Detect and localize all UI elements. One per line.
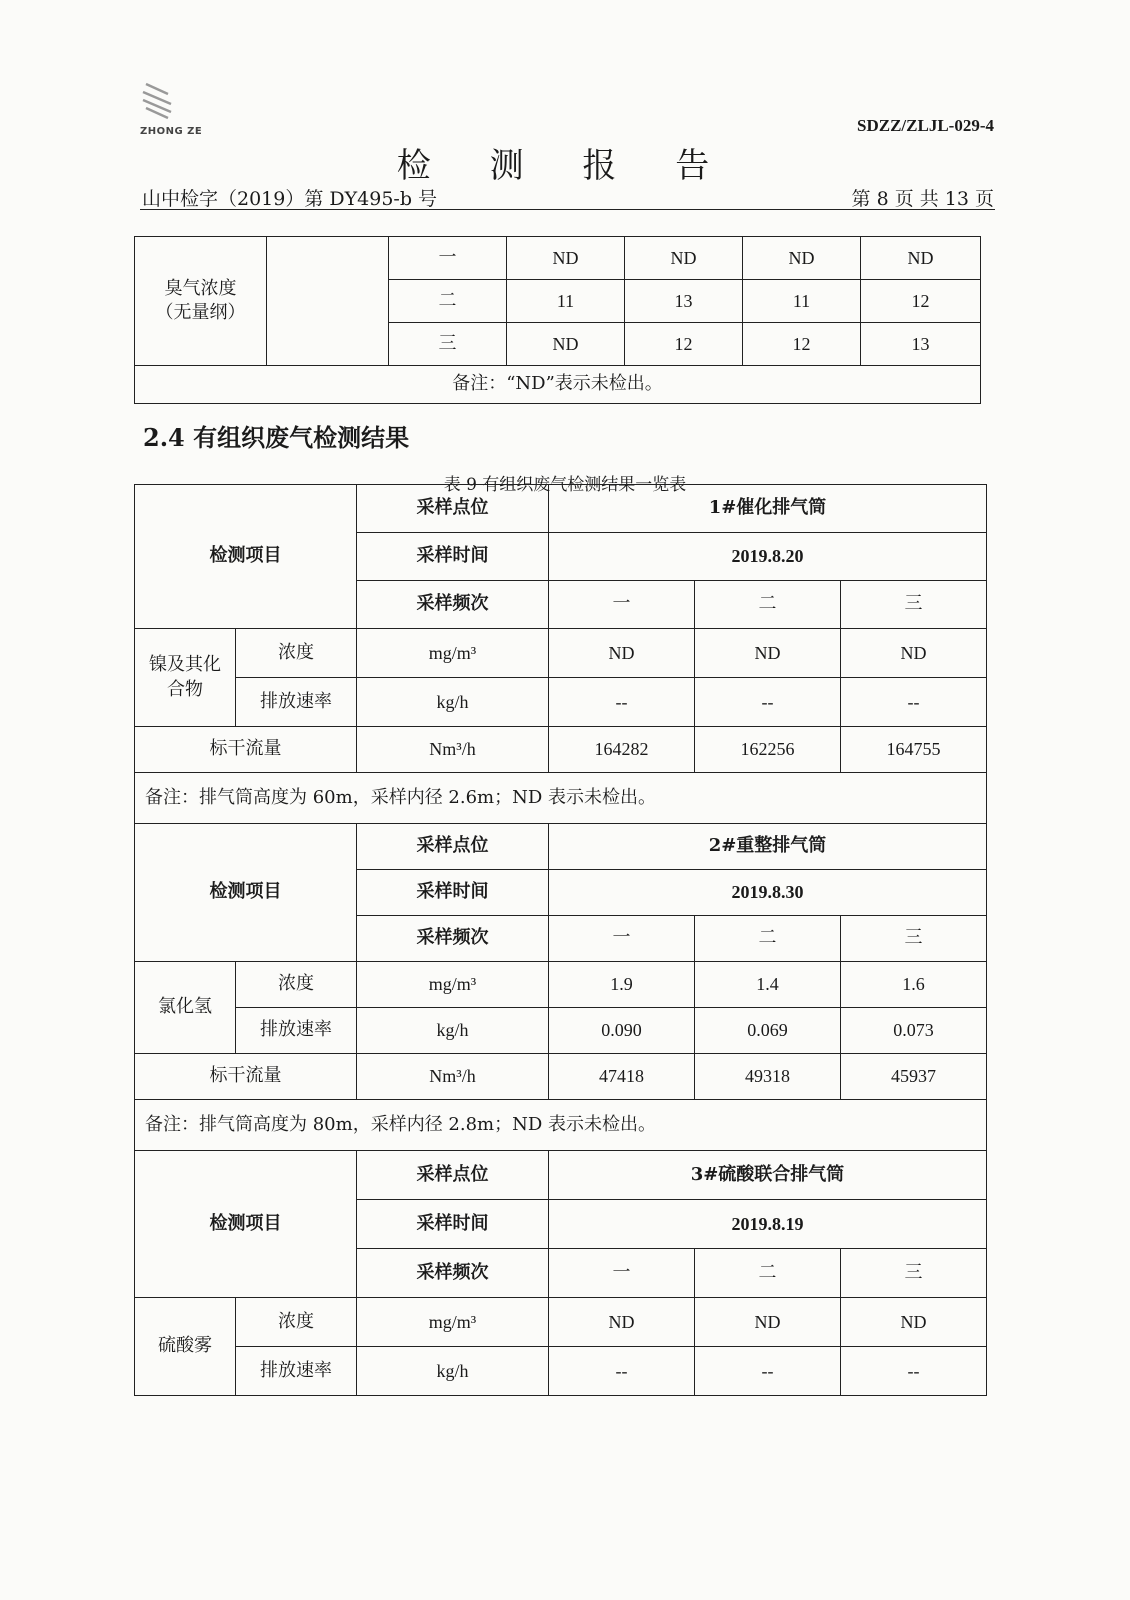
- freq-header: 一: [549, 581, 695, 629]
- unit-concentration: mg/m³: [357, 1298, 549, 1347]
- rate-value: --: [549, 1347, 695, 1396]
- odor-value: ND: [507, 323, 625, 366]
- freq-header: 二: [695, 1249, 841, 1298]
- odor-value: ND: [625, 237, 743, 280]
- test-item-header: 检测项目: [135, 824, 357, 962]
- rate-value: --: [695, 678, 841, 727]
- concentration-label: 浓度: [236, 629, 357, 678]
- freq-header: 二: [695, 581, 841, 629]
- rate-value: 0.090: [549, 1008, 695, 1054]
- section-title: 2.4 有组织废气检测结果: [143, 423, 410, 452]
- std-flow-label: 标干流量: [135, 1054, 357, 1100]
- odor-freq: 一: [389, 237, 507, 280]
- emission-rate-label: 排放速率: [236, 678, 357, 727]
- logo-stripes-icon: [138, 78, 178, 126]
- odor-blank-cell: [267, 237, 389, 366]
- company-logo: [138, 78, 208, 140]
- odor-value: ND: [743, 237, 861, 280]
- freq-header: 三: [841, 916, 987, 962]
- rate-value: --: [841, 678, 987, 727]
- sampling-time-label: 采样时间: [357, 1200, 549, 1249]
- rate-value: 0.069: [695, 1008, 841, 1054]
- sampling-freq-label: 采样频次: [357, 916, 549, 962]
- sampling-time-value: 2019.8.30: [549, 870, 987, 916]
- flow-value: 162256: [695, 727, 841, 773]
- freq-header: 一: [549, 916, 695, 962]
- table-caption: 表 9 有组织废气检测结果一览表: [443, 475, 687, 495]
- unit-flow: Nm³/h: [357, 727, 549, 773]
- flow-value: 49318: [695, 1054, 841, 1100]
- odor-freq: 三: [389, 323, 507, 366]
- rate-value: 0.073: [841, 1008, 987, 1054]
- rate-value: --: [841, 1347, 987, 1396]
- logo-text: ZHONG ZE: [140, 126, 203, 137]
- freq-header: 三: [841, 581, 987, 629]
- sampling-point-value: 1#催化排气筒: [549, 485, 987, 533]
- block-note: 备注：排气筒高度为 80m，采样内径 2.8m；ND 表示未检出。: [135, 1100, 987, 1151]
- sampling-time-label: 采样时间: [357, 870, 549, 916]
- conc-value: ND: [549, 1298, 695, 1347]
- unit-rate: kg/h: [357, 1347, 549, 1396]
- odor-item-label: 臭气浓度 （无量纲）: [135, 237, 267, 366]
- block-note: 备注：排气筒高度为 60m，采样内径 2.6m；ND 表示未检出。: [135, 773, 987, 824]
- odor-value: 11: [743, 280, 861, 323]
- flow-value: 45937: [841, 1054, 987, 1100]
- report-number: 山中检字（2019）第 DY495-b 号: [142, 188, 438, 210]
- page-indicator: 第 8 页 共 13 页: [851, 188, 994, 210]
- unit-concentration: mg/m³: [357, 962, 549, 1008]
- sampling-freq-label: 采样频次: [357, 1249, 549, 1298]
- conc-value: 1.4: [695, 962, 841, 1008]
- odor-value: 13: [625, 280, 743, 323]
- conc-value: ND: [695, 1298, 841, 1347]
- odor-value: ND: [861, 237, 981, 280]
- odor-value: 13: [861, 323, 981, 366]
- report-title: 检 测 报 告: [396, 146, 734, 186]
- sampling-point-label: 采样点位: [357, 1151, 549, 1200]
- odor-value: 12: [625, 323, 743, 366]
- sampling-time-value: 2019.8.19: [549, 1200, 987, 1249]
- odor-table: [134, 236, 981, 404]
- freq-header: 二: [695, 916, 841, 962]
- flow-value: 164282: [549, 727, 695, 773]
- test-item-header: 检测项目: [135, 1151, 357, 1298]
- emission-table: [134, 484, 987, 1396]
- flow-value: 164755: [841, 727, 987, 773]
- sampling-freq-label: 采样频次: [357, 581, 549, 629]
- odor-note: 备注：“ND”表示未检出。: [135, 366, 981, 404]
- pollutant-label: 氯化氢: [135, 962, 236, 1054]
- unit-rate: kg/h: [357, 678, 549, 727]
- odor-freq: 二: [389, 280, 507, 323]
- unit-concentration: mg/m³: [357, 629, 549, 678]
- sampling-time-label: 采样时间: [357, 533, 549, 581]
- document-code: SDZZ/ZLJL-029-4: [857, 116, 994, 135]
- sampling-point-value: 3#硫酸联合排气筒: [549, 1151, 987, 1200]
- unit-flow: Nm³/h: [357, 1054, 549, 1100]
- odor-value: ND: [507, 237, 625, 280]
- conc-value: ND: [841, 629, 987, 678]
- odor-value: 12: [743, 323, 861, 366]
- sampling-point-label: 采样点位: [357, 485, 549, 533]
- conc-value: 1.6: [841, 962, 987, 1008]
- sampling-time-value: 2019.8.20: [549, 533, 987, 581]
- conc-value: ND: [549, 629, 695, 678]
- conc-value: 1.9: [549, 962, 695, 1008]
- std-flow-label: 标干流量: [135, 727, 357, 773]
- sampling-point-label: 采样点位: [357, 824, 549, 870]
- pollutant-label: 镍及其化 合物: [135, 629, 236, 727]
- emission-rate-label: 排放速率: [236, 1347, 357, 1396]
- sampling-point-value: 2#重整排气筒: [549, 824, 987, 870]
- emission-rate-label: 排放速率: [236, 1008, 357, 1054]
- freq-header: 一: [549, 1249, 695, 1298]
- unit-rate: kg/h: [357, 1008, 549, 1054]
- test-item-header: 检测项目: [135, 485, 357, 629]
- concentration-label: 浓度: [236, 1298, 357, 1347]
- header-divider: [140, 209, 995, 210]
- flow-value: 47418: [549, 1054, 695, 1100]
- pollutant-label: 硫酸雾: [135, 1298, 236, 1396]
- odor-value: 12: [861, 280, 981, 323]
- conc-value: ND: [841, 1298, 987, 1347]
- rate-value: --: [695, 1347, 841, 1396]
- odor-value: 11: [507, 280, 625, 323]
- concentration-label: 浓度: [236, 962, 357, 1008]
- rate-value: --: [549, 678, 695, 727]
- freq-header: 三: [841, 1249, 987, 1298]
- conc-value: ND: [695, 629, 841, 678]
